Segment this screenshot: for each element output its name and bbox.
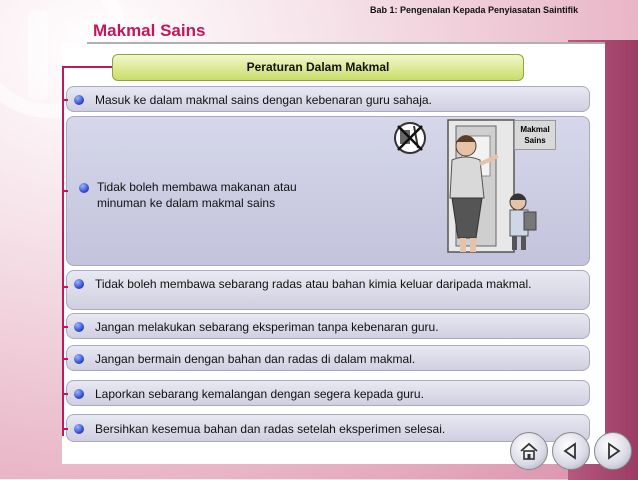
home-icon bbox=[518, 440, 540, 462]
connector-stub bbox=[62, 99, 68, 101]
list-item bbox=[66, 345, 590, 371]
bullet-icon bbox=[74, 389, 84, 399]
list-item bbox=[66, 270, 590, 310]
connector-stub bbox=[62, 428, 68, 430]
list-item bbox=[66, 313, 590, 339]
connector-line bbox=[62, 66, 112, 68]
bullet-icon bbox=[74, 95, 84, 105]
rule-text: Tidak boleh membawa sebarang radas atau bahan kimia keluar daripada makmal. bbox=[95, 277, 532, 291]
triangle-left-icon bbox=[561, 441, 581, 461]
rule-text: Bersihkan kesemua bahan dan radas setelah eksperimen selesai. bbox=[95, 422, 446, 436]
rule-text: Jangan melakukan sebarang eksperiman tanpa kebenaran guru. bbox=[95, 320, 439, 334]
bullet-icon bbox=[74, 322, 84, 332]
bullet-icon bbox=[79, 183, 89, 193]
section-title: Peraturan Dalam Makmal bbox=[112, 54, 524, 81]
bullet-icon bbox=[74, 354, 84, 364]
connector-stub bbox=[62, 286, 68, 288]
connector-stub bbox=[62, 358, 68, 360]
rule-text: Tidak boleh membawa makanan atau minuman ke dalam makmal sains bbox=[97, 180, 297, 210]
list-item bbox=[66, 414, 590, 442]
connector-stub bbox=[62, 190, 68, 192]
list-item bbox=[66, 380, 590, 406]
lab-sign-line2: Sains bbox=[524, 136, 546, 145]
rule-text: Jangan bermain dengan bahan dan radas di dalam makmal. bbox=[95, 352, 416, 366]
triangle-right-icon bbox=[603, 441, 623, 461]
list-item bbox=[66, 86, 590, 112]
connector-stub bbox=[62, 326, 68, 328]
lab-sign-line1: Makmal bbox=[520, 125, 550, 134]
connector-line bbox=[62, 66, 64, 436]
bullet-icon bbox=[74, 279, 84, 289]
rule-text: Laporkan sebarang kemalangan dengan segera kepada guru. bbox=[95, 387, 424, 401]
page-title: Makmal Sains bbox=[93, 21, 206, 40]
connector-stub bbox=[62, 393, 68, 395]
rule-text: Masuk ke dalam makmal sains dengan kebenaran guru sahaja. bbox=[95, 93, 432, 107]
chapter-title: Bab 1: Pengenalan Kepada Penyiasatan Saintifik bbox=[370, 5, 579, 15]
bullet-icon bbox=[74, 424, 84, 434]
decorative-bar bbox=[28, 10, 48, 100]
home-button[interactable] bbox=[510, 432, 548, 470]
lab-sign bbox=[514, 120, 556, 150]
next-button[interactable] bbox=[594, 432, 632, 470]
previous-button[interactable] bbox=[552, 432, 590, 470]
